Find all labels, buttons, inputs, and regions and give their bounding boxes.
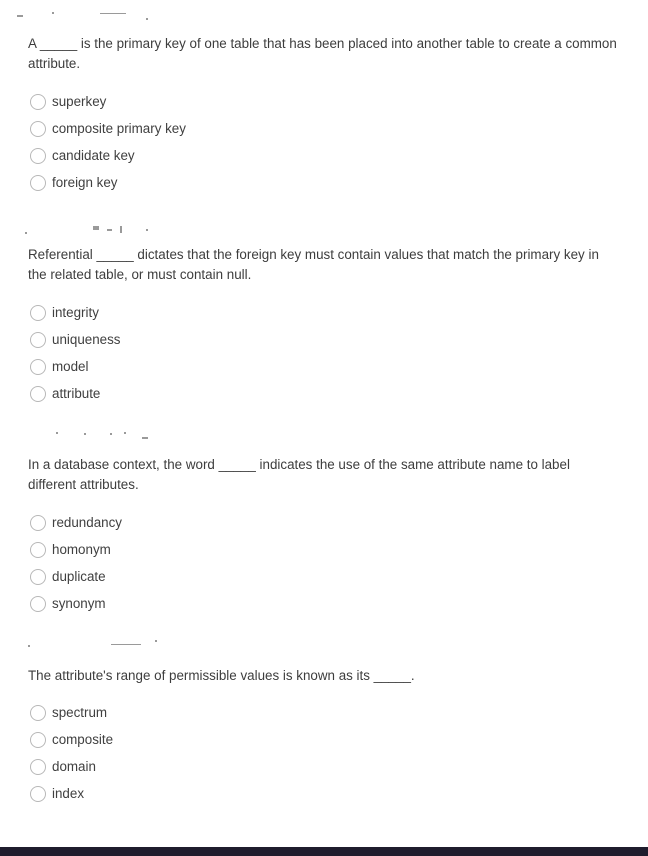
option-label: superkey [52, 94, 107, 109]
radio-button[interactable] [30, 786, 46, 802]
question-text: Referential _____ dictates that the foreign key must contain values that match the primary key in the related table, or must contain null. [28, 247, 599, 282]
option-foreign-key[interactable] [30, 169, 186, 196]
option-label: uniqueness [52, 332, 121, 347]
option-label: synonym [52, 596, 106, 611]
header-artifact [124, 432, 126, 434]
option-model[interactable] [30, 353, 121, 380]
option-synonym[interactable] [30, 590, 122, 617]
radio-button[interactable] [30, 515, 46, 531]
radio-button[interactable] [30, 332, 46, 348]
question-text: In a database context, the word _____ indicates the use of the same attribute name to label different attributes. [28, 457, 570, 492]
radio-button[interactable] [30, 305, 46, 321]
header-artifact [146, 229, 148, 231]
option-label: foreign key [52, 175, 118, 190]
option-redundancy[interactable] [30, 509, 122, 536]
radio-button[interactable] [30, 759, 46, 775]
answer-options [30, 509, 122, 617]
radio-button[interactable] [30, 175, 46, 191]
header-artifact [84, 433, 86, 435]
option-candidate-key[interactable] [30, 142, 186, 169]
option-label: candidate key [52, 148, 135, 163]
option-label: integrity [52, 305, 99, 320]
option-attribute[interactable] [30, 380, 121, 407]
header-artifact [25, 232, 27, 234]
header-artifact [120, 226, 122, 233]
option-label: attribute [52, 386, 101, 401]
header-artifact [28, 645, 30, 647]
option-integrity[interactable] [30, 299, 121, 326]
header-artifact [155, 640, 157, 642]
header-artifact [56, 432, 58, 434]
answer-options [30, 299, 121, 407]
radio-button[interactable] [30, 542, 46, 558]
option-composite-primary-key[interactable] [30, 115, 186, 142]
header-artifact [17, 15, 23, 17]
option-label: composite [52, 732, 114, 747]
option-duplicate[interactable] [30, 563, 122, 590]
radio-button[interactable] [30, 386, 46, 402]
header-artifact [110, 433, 112, 435]
option-label: redundancy [52, 515, 122, 530]
question-text: A _____ is the primary key of one table that has been placed into another table to create a common attribute. [28, 36, 617, 71]
option-label: composite primary key [52, 121, 186, 136]
header-artifact [111, 644, 141, 645]
header-artifact [93, 226, 99, 230]
option-label: domain [52, 759, 96, 774]
option-domain[interactable] [30, 753, 113, 780]
option-spectrum[interactable] [30, 699, 113, 726]
header-artifact [100, 13, 126, 14]
header-artifact [142, 437, 148, 439]
option-index[interactable] [30, 780, 113, 807]
bottom-bar [0, 847, 648, 856]
answer-options [30, 699, 113, 807]
radio-button[interactable] [30, 705, 46, 721]
radio-button[interactable] [30, 359, 46, 375]
option-composite[interactable] [30, 726, 113, 753]
option-uniqueness[interactable] [30, 326, 121, 353]
option-superkey[interactable] [30, 88, 186, 115]
header-artifact [52, 12, 54, 14]
radio-button[interactable] [30, 569, 46, 585]
radio-button[interactable] [30, 148, 46, 164]
option-label: duplicate [52, 569, 106, 584]
question-text: The attribute's range of permissible values is known as its _____. [28, 668, 415, 683]
option-label: homonym [52, 542, 111, 557]
option-label: model [52, 359, 89, 374]
option-label: spectrum [52, 705, 108, 720]
radio-button[interactable] [30, 732, 46, 748]
option-label: index [52, 786, 85, 801]
radio-button[interactable] [30, 596, 46, 612]
header-artifact [107, 229, 112, 231]
option-homonym[interactable] [30, 536, 122, 563]
radio-button[interactable] [30, 121, 46, 137]
answer-options [30, 88, 186, 196]
radio-button[interactable] [30, 94, 46, 110]
header-artifact [146, 18, 148, 20]
